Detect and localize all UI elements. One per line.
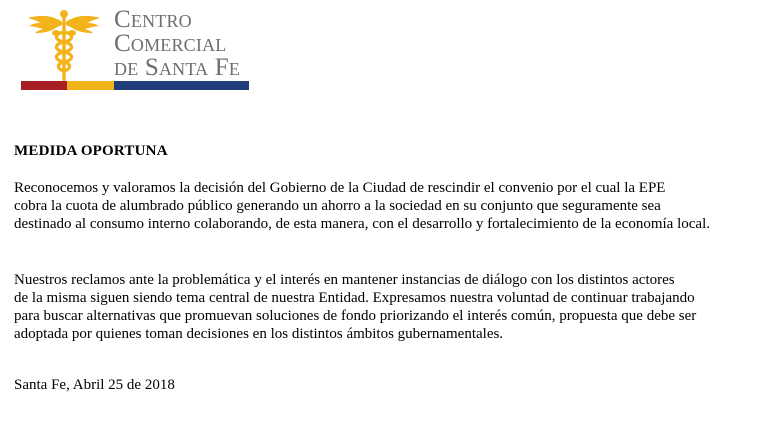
- logo-bar-blue: [114, 81, 249, 90]
- paragraph-1-line: Reconocemos y valoramos la decisión del Gobierno de la Ciudad de rescindir el convenio por el cual la EPE: [14, 180, 666, 196]
- caduceus-icon: [26, 8, 102, 84]
- logo-line-3: de Santa Fe: [114, 54, 241, 81]
- logo-bar-red: [21, 81, 67, 90]
- logo-line-1: Centro: [114, 6, 192, 33]
- paragraph-2: [14, 271, 759, 343]
- paragraph-1-line: cobra la cuota de alumbrado público generando un ahorro a la sociedad en su conjunto que seguramente sea: [14, 198, 661, 214]
- logo-line-2: Comercial: [114, 30, 227, 57]
- paragraph-2-line: adoptada por quienes toman decisiones en los distintos ámbitos gubernamentales.: [14, 326, 504, 342]
- logo-wordmark: [114, 8, 240, 80]
- paragraph-2-line: para buscar alternativas que promuevan soluciones de fondo priorizando el interés común, propuesta que debe ser: [14, 308, 697, 324]
- document-date: Santa Fe, Abril 25 de 2018: [14, 377, 175, 393]
- logo-bar-yellow: [67, 81, 114, 90]
- paragraph-1: [14, 179, 759, 233]
- paragraph-2-line: de la misma siguen siendo tema central de nuestra Entidad. Expresamos nuestra voluntad de continuar trabajando: [14, 290, 695, 306]
- paragraph-1-line: destinado al consumo interno colaborando, de esta manera, con el desarrollo y fortalecimiento de la economía local.: [14, 216, 710, 232]
- document-title: MEDIDA OPORTUNA: [14, 143, 168, 159]
- paragraph-2-line: Nuestros reclamos ante la problemática y el interés en mantener instancias de diálogo con los distintos actores: [14, 272, 675, 288]
